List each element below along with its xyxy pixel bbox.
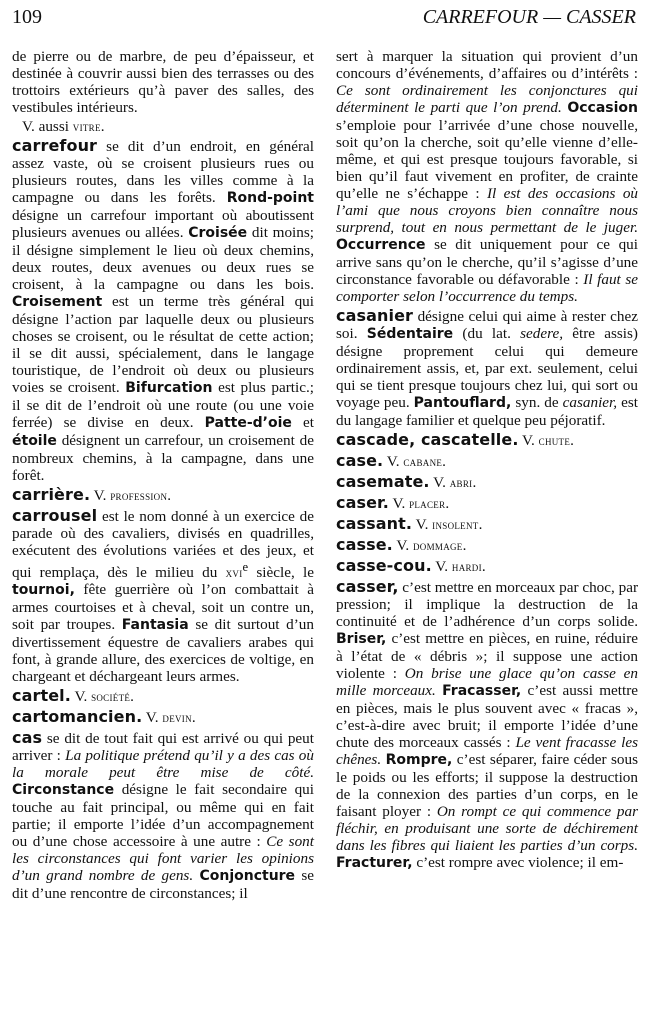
entry-cas: cas se dit de tout fait qui est arrivé ou qui peut arriver : La politique prétend qu’il y a des cas où la morale peut être mise de côté. Circonstance désigne le fait secondaire qui touche au fait principal, ou même qui en fait partie; il emporte l’idée d’un accompagnement ou d’une chose accessoire à une autre : Ce sont les circonstances qui font varier les opinions d’un grand nombre de gens. Conjoncture se dit d’une rencontre de circonstances; il	[12, 728, 315, 903]
page-number: 109	[12, 6, 42, 28]
synonym-pantouflard: Pantouflard,	[413, 395, 512, 411]
entry-see-also: V. aussi vitre.	[22, 118, 105, 135]
cross-ref-insolent: insolent	[432, 517, 479, 532]
synonym-briser: Briser,	[336, 631, 387, 647]
synonym-circonstance: Circonstance	[12, 782, 115, 799]
entry-cartomancien: cartomancien. V. devin.	[12, 707, 196, 727]
entry-casse-cou: casse-cou. V. hardi.	[336, 556, 486, 575]
example-occasion: Il est des occasions où l’ami que nous croyons bien connaître nous surprend, tout en nous permettant de le juger.	[336, 185, 639, 236]
entry-cascade: cascade, cascatelle. V. chute.	[336, 430, 574, 449]
headword-cartel: cartel.	[12, 686, 71, 706]
entry-cartel: cartel. V. société.	[12, 686, 134, 706]
synonym-tournoi: tournoi,	[12, 582, 75, 599]
example-cas: La politique prétend qu’il y a des cas où la morale peut être mise de côté.	[12, 747, 314, 782]
cross-ref-vitre: vitre	[72, 119, 101, 134]
synonym-fracasser: Fracasser,	[442, 683, 522, 699]
headword-caser: caser.	[336, 493, 389, 512]
cross-ref-abri: abri	[449, 475, 473, 490]
headword-carrousel: carrousel	[12, 506, 98, 525]
headword-cassant: cassant.	[336, 514, 413, 533]
synonym-fantasia: Fantasia	[121, 617, 189, 634]
headword-casse-cou: casse-cou.	[336, 556, 432, 575]
synonym-croisement: Croisement	[12, 294, 103, 310]
entry-casse: casse. V. dommage.	[336, 535, 467, 554]
synonym-patte-doie: Patte-d’oie	[204, 415, 292, 431]
left-column	[12, 48, 314, 904]
example-fracasser: Le vent fracasse les chênes.	[336, 734, 638, 768]
entry-casser: casser, c’est mettre en morceaux par choc, par pression; il implique la destruction de la continuité et de l’adhérence d’un corps solide. Briser, c’est mettre en pièces, en ruine, réduire à l’état de « débris »; il suppose une action violente : On brise une glace qu’on casse en mille morceaux. Fracasser, c’est aussi mettre en pièces, mais le plus souvent avec « fracas », c’est-à-dire avec bruit; il emporte l’idée d’une chute des morceaux cassés : Le vent fracasse les chênes. Rompre, c’est séparer, faire céder sous le poids ou les efforts; il suppose la destruction de la connexion des parties d’un corps, en le faisant ployer : On rompt ce qui commence par fléchir, en produisant une sorte de déchirement dans les fibres qui liaient les parties d’un corps. Fracturer, c’est rompre avec violence; il em-	[336, 577, 639, 871]
cross-ref-cabane: cabane	[403, 454, 443, 469]
example-conjoncture: Ce sont ordinairement les conjonctures qui déterminent le parti que l’on prend.	[336, 82, 638, 116]
entry-carriere: carrière. V. profession.	[12, 485, 172, 504]
example-briser: On brise une glace qu’on casse en mille morceaux.	[336, 665, 638, 699]
cross-ref-profession: profession	[110, 488, 168, 503]
right-column	[336, 48, 638, 874]
cross-ref-societe: société	[91, 689, 131, 705]
entry-casanier: casanier désigne celui qui aime à rester chez soi. Sédentaire (du lat. sedere, être assis) désigne proprement celui qui demeure ordinairement assis, et, par ext. seulement, celui qui se tient presque toujours chez lui, qui sort ou voyage peu. Pantouflard, syn. de casanier, est du langage familier et quelque peu péjoratif.	[336, 306, 638, 429]
running-head: CARREFOUR — CASSER	[422, 6, 636, 28]
headword-cartomancien: cartomancien.	[12, 707, 143, 727]
century-numeral: xvi	[225, 565, 243, 581]
headword-cas: cas	[12, 728, 43, 748]
entry-carrefour: carrefour se dit d’un endroit, en général assez vaste, où se croisent plusieurs rues ou plusieurs routes, dans les villes comme à la campagne ou dans les forêts. Rond-point désigne un carrefour important où aboutissent plusieurs avenues ou allées. Croisée dit moins; il désigne simplement le lieu où deux chemins, deux routes, deux avenues ou deux rues se croisent, à la campagne ou dans les bois. Croisement est un terme très général qui désigne l’action par laquelle deux ou plusieurs choses se croisent, ou le résultat de cette action; il se dit aussi, spécialement, dans le langage touristique, de l’endroit où deux ou plusieurs voies se croisent. Bifurcation est plus partic.; il se dit de l’endroit où une route (ou une voie ferrée) se divise en deux. Patte-d’oie et étoile désignent un carrefour, un croisement de nombreux chemins, à la campagne, dans une forêt.	[12, 136, 314, 484]
synonym-rompre: Rompre,	[385, 752, 453, 768]
latin-sedere: sedere,	[520, 325, 563, 342]
cross-ref-placer: placer	[409, 496, 446, 511]
synonym-sedentaire: Sédentaire	[366, 326, 454, 342]
cross-ref-hardi: hardi	[451, 559, 482, 574]
synonym-occasion: Occasion	[567, 100, 638, 116]
entry-previous-continuation: de pierre ou de marbre, de peu d’épaisseur, et destinée à couvrir aussi bien des terrasses ou des trottoirs extérieurs qu’à paver des salles, des vestibules intérieurs.	[12, 48, 314, 116]
entry-cas-continuation: sert à marquer la situation qui provient d’un concours d’événements, d’affaires ou d’intérêts : Ce sont ordinairement les conjonctures qui déterminent le parti que l’on prend. Occasion s’emploie pour l’arrivée d’une chose nouvelle, soit qu’on la cherche, soit qu’elle vienne d’elle-même, et qui est presque toujours favorable, si bien qu’il faut vivement en profiter, de crainte qu’elle ne s’échappe : Il est des occasions où l’ami que nous croyons bien connaître nous surprend, tout en nous permettant de le juger. Occurrence se dit uniquement pour ce qui arrive sans qu’on le cherche, qu’il s’agisse d’une circonstance favorable ou défavorable : Il faut se comporter selon l’occurrence du temps.	[336, 48, 639, 305]
example-rompre: On rompt ce qui commence par fléchir, en produisant une sorte de déchirement dans les fibres qui liaient les parties d’un corps.	[336, 803, 638, 854]
example-occurrence: Il faut se comporter selon l’occurrence du temps.	[336, 271, 638, 305]
synonym-occurrence: Occurrence	[336, 237, 426, 253]
headword-cascade: cascade, cascatelle.	[336, 430, 519, 449]
synonym-etoile: étoile	[12, 433, 57, 449]
entry-carrousel: carrousel est le nom donné à un exercice de parade où des cavaliers, divisés en quadrilles, exécutent des évolutions variées et des jeux, et qui remplaça, dès le milieu du xvi$^e$ siècle, le tournoi, fête guerrière où l’on combattait à armes courtoises et à cheval, soit un contre un, soit par troupes. Fantasia se dit surtout d’un divertissement équestre de cavaliers arabes qui font, à grande allure, des exercices de voltige, en chargeant et déchargeant leurs armes.	[12, 506, 314, 686]
synonym-rond-point: Rond-point	[226, 190, 314, 206]
cross-ref-devin: devin	[162, 710, 192, 726]
headword-carrefour: carrefour	[12, 136, 98, 155]
synonym-croisee: Croisée	[188, 225, 248, 241]
synonym-bifurcation: Bifurcation	[125, 380, 213, 396]
headword-carriere: carrière.	[12, 485, 91, 504]
cross-ref-dommage: dommage	[412, 538, 463, 553]
cross-ref-chute: chute	[538, 433, 571, 448]
headword-case: case.	[336, 451, 384, 470]
entry-case: case. V. cabane.	[336, 451, 446, 470]
headword-casemate: casemate.	[336, 472, 430, 491]
entry-cassant: cassant. V. insolent.	[336, 514, 483, 533]
entry-caser: caser. V. placer.	[336, 493, 450, 512]
page-header	[0, 0, 650, 36]
headword-casser: casser,	[336, 577, 399, 596]
century-superscript: e	[242, 560, 249, 574]
example-circonstance: Ce sont les circonstances qui font varier les opinions d’un grand nombre de gens.	[12, 833, 314, 885]
headword-casse: casse.	[336, 535, 393, 554]
synonym-fracturer: Fracturer,	[336, 855, 413, 871]
entry-casemate: casemate. V. abri.	[336, 472, 477, 491]
synonym-conjoncture: Conjoncture	[199, 868, 296, 885]
headword-casanier: casanier	[336, 306, 414, 325]
word-casanier: casanier,	[562, 394, 618, 411]
